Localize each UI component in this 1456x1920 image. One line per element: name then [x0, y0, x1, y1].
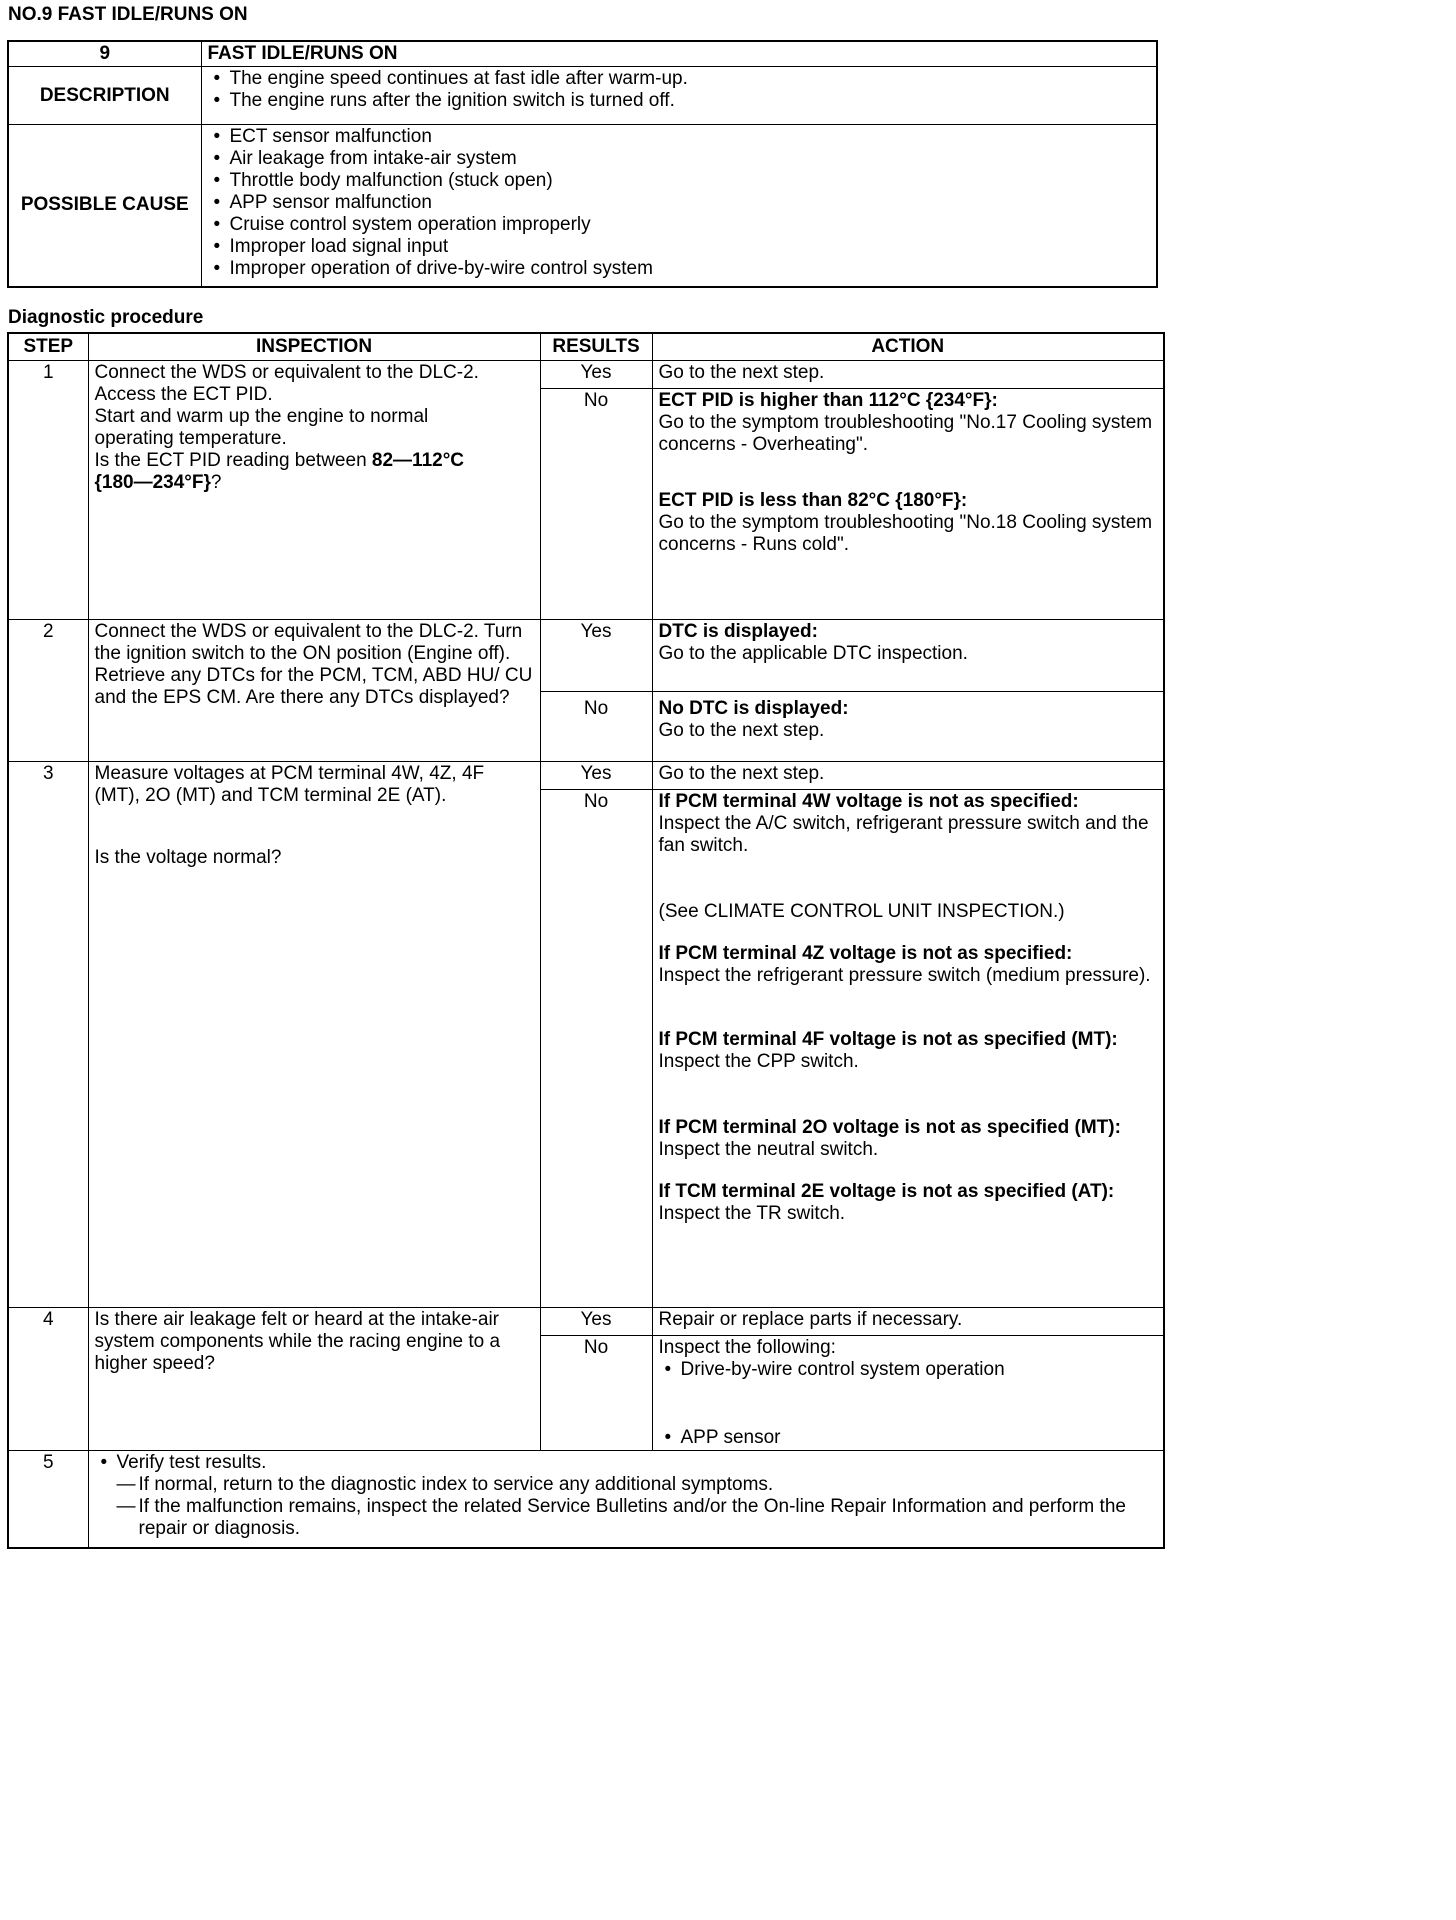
- page-title: NO.9 FAST IDLE/RUNS ON: [8, 4, 248, 25]
- result-yes: Yes: [540, 1307, 652, 1335]
- action-heading: If TCM terminal 2E voltage is not as specified (AT):: [658, 1180, 1115, 1202]
- result-no: No: [540, 789, 652, 1307]
- inspect-item: • Drive-by-wire control system operation: [681, 1359, 1158, 1381]
- action-heading: ECT PID is less than 82°C {180°F}:: [658, 489, 968, 511]
- action-no: [652, 1335, 1164, 1450]
- action-no: [652, 388, 1164, 619]
- cause-item: • APP sensor malfunction: [230, 192, 1151, 214]
- action-text: Inspect the A/C switch, refrigerant pressure switch and the fan switch.: [658, 812, 1149, 856]
- symptom-name: FAST IDLE/RUNS ON: [201, 41, 1157, 67]
- cause-item: • Cruise control system operation improperly: [230, 214, 1151, 236]
- cause-item: • Air leakage from intake-air system: [230, 148, 1151, 170]
- action-text: Inspect the following:: [658, 1336, 836, 1358]
- action-text: Inspect the neutral switch.: [658, 1138, 879, 1160]
- step-inspection: [88, 761, 540, 1307]
- header-inspection: INSPECTION: [88, 333, 540, 360]
- verify-subitem: — If the malfunction remains, inspect the related Service Bulletins and/or the On-line Repair Information and perform the repair or diagnosis.: [95, 1496, 1158, 1540]
- cause-item: • Improper operation of drive-by-wire control system: [230, 258, 1151, 280]
- inspection-line: Connect the WDS or equivalent to the DLC-2.: [94, 361, 479, 383]
- see-reference: (See CLIMATE CONTROL UNIT INSPECTION.): [658, 900, 1065, 922]
- step-number: 5: [8, 1450, 88, 1548]
- verify-subitem: — If normal, return to the diagnostic index to service any additional symptoms.: [95, 1474, 1158, 1496]
- action-heading: If PCM terminal 2O voltage is not as specified (MT):: [658, 1116, 1121, 1138]
- procedure-title: Diagnostic procedure: [8, 307, 204, 328]
- cause-item: • ECT sensor malfunction: [230, 126, 1151, 148]
- inspection-line: Start and warm up the engine to normal: [94, 405, 429, 427]
- inspection-text: Measure voltages at PCM terminal 4W, 4Z, 4F (MT), 2O (MT) and TCM terminal 2E (AT).: [94, 762, 485, 806]
- step-number: 1: [8, 360, 88, 619]
- action-text: Go to the next step.: [658, 719, 825, 741]
- description-item: • The engine runs after the ignition switch is turned off.: [230, 90, 1151, 112]
- inspection-line: Access the ECT PID.: [94, 383, 273, 405]
- step-inspection: [88, 1450, 1164, 1548]
- action-heading: ECT PID is higher than 112°C {234°F}:: [658, 389, 998, 411]
- step-inspection: [88, 360, 540, 619]
- action-text: Inspect the CPP switch.: [658, 1050, 859, 1072]
- step-number: 2: [8, 619, 88, 761]
- action-heading: DTC is displayed:: [658, 620, 818, 642]
- verify-item: • Verify test results.: [117, 1452, 1158, 1474]
- procedure-table: [7, 332, 1165, 1549]
- action-heading: If PCM terminal 4F voltage is not as specified (MT):: [658, 1028, 1118, 1050]
- result-yes: Yes: [540, 761, 652, 789]
- action-heading: If PCM terminal 4W voltage is not as specified:: [658, 790, 1079, 812]
- step-number: 4: [8, 1307, 88, 1450]
- inspection-line: operating temperature.: [94, 427, 287, 449]
- action-yes: Go to the next step.: [652, 360, 1164, 388]
- possible-cause-label: POSSIBLE CAUSE: [8, 125, 201, 287]
- header-results: RESULTS: [540, 333, 652, 360]
- inspection-end: ?: [210, 471, 222, 493]
- action-yes: Repair or replace parts if necessary.: [652, 1307, 1164, 1335]
- action-text: Go to the symptom troubleshooting "No.18 Cooling system concerns - Runs cold".: [658, 511, 1153, 555]
- action-no: [652, 691, 1164, 761]
- ect-range-fahrenheit: {180—234°F}: [94, 471, 211, 493]
- ect-range-celsius: 82—112°C: [371, 449, 465, 471]
- result-no: No: [540, 691, 652, 761]
- result-no: No: [540, 388, 652, 619]
- summary-table: [7, 40, 1158, 288]
- action-heading: If PCM terminal 4Z voltage is not as specified:: [658, 942, 1073, 964]
- inspect-item: • APP sensor: [681, 1427, 1158, 1449]
- result-yes: Yes: [540, 619, 652, 691]
- inspection-question: Is the voltage normal?: [94, 846, 282, 868]
- action-text: Inspect the TR switch.: [658, 1202, 846, 1224]
- symptom-number: 9: [8, 41, 201, 67]
- step-number: 3: [8, 761, 88, 1307]
- header-step: STEP: [8, 333, 88, 360]
- result-yes: Yes: [540, 360, 652, 388]
- action-heading: No DTC is displayed:: [658, 697, 849, 719]
- inspection-line: Is the ECT PID reading between: [94, 449, 372, 471]
- result-no: No: [540, 1335, 652, 1450]
- description-item: • The engine speed continues at fast idle after warm-up.: [230, 68, 1151, 90]
- description-cell: [201, 67, 1157, 125]
- step-inspection: Is there air leakage felt or heard at the intake-air system components while the racing engine to a higher speed?: [88, 1307, 540, 1450]
- action-text: Inspect the refrigerant pressure switch (medium pressure).: [658, 964, 1151, 986]
- header-action: ACTION: [652, 333, 1164, 360]
- description-label: DESCRIPTION: [8, 67, 201, 125]
- action-yes: [652, 619, 1164, 691]
- action-text: Go to the symptom troubleshooting "No.17 Cooling system concerns - Overheating".: [658, 411, 1153, 455]
- action-yes: Go to the next step.: [652, 761, 1164, 789]
- possible-cause-cell: [201, 125, 1157, 287]
- action-text: Go to the applicable DTC inspection.: [658, 642, 968, 664]
- cause-item: • Throttle body malfunction (stuck open): [230, 170, 1151, 192]
- action-no: [652, 789, 1164, 1307]
- step-inspection: Connect the WDS or equivalent to the DLC-2. Turn the ignition switch to the ON position (Engine off). Retrieve any DTCs for the PCM, TCM, ABD HU/ CU and the EPS CM. Are there any DTCs displayed?: [88, 619, 540, 761]
- cause-item: • Improper load signal input: [230, 236, 1151, 258]
